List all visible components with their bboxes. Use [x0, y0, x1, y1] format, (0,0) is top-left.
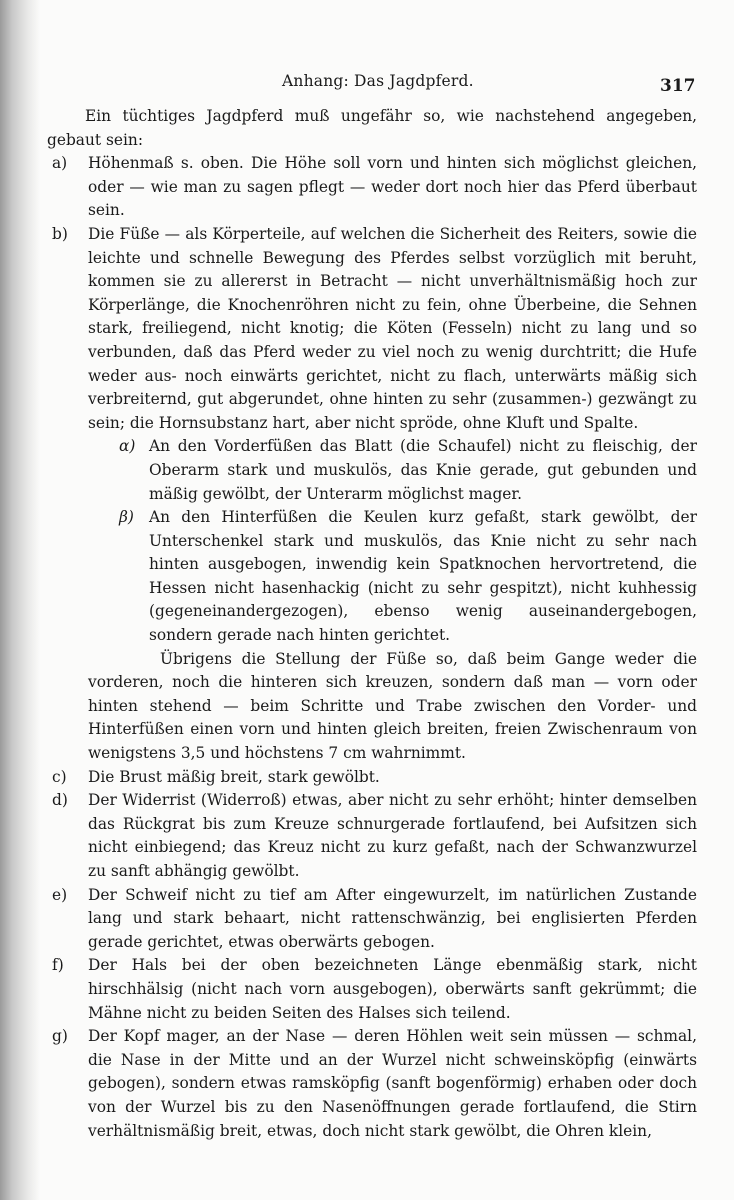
- sub-item-label: β): [119, 508, 134, 527]
- list-item-e: [52, 884, 697, 955]
- item-label: e): [52, 885, 68, 904]
- body-text: [47, 105, 697, 1143]
- running-head: [0, 72, 734, 96]
- list-item-c: [52, 766, 697, 790]
- item-label: a): [52, 154, 68, 173]
- item-text: Die Brust mäßig breit, stark gewölbt.: [88, 767, 380, 786]
- item-label: d): [52, 791, 68, 810]
- item-label: f): [52, 956, 64, 975]
- running-title: Anhang: Das Jagdpferd.: [282, 72, 474, 90]
- item-text: Der Schweif nicht zu tief am After eingewurzelt, im natürlichen Zustande lang und stark behaart, nicht rattenschwänzig, bei englisierten Pferden gerade gerichtet, etwas oberwärts gebogen.: [88, 885, 697, 951]
- item-label: c): [52, 767, 67, 786]
- sub-item-alpha: [47, 435, 697, 506]
- list-item-f: [52, 954, 697, 1025]
- page-number: 317: [660, 76, 696, 96]
- list-item-g: [52, 1025, 697, 1143]
- continuation-text: Übrigens die Stellung der Füße so, daß beim Gange weder die vorderen, noch die hinteren sich kreuzen, sondern daß man — vorn oder hinten stehend — beim Schritte und Trabe zwischen den Vorder- und Hinterfüßen einen vorn und hinten gleich breiten, freien Zwischenraum von wenigstens 3,5 und höchstens 7 cm wahrnimmt.: [88, 649, 697, 763]
- sub-item-beta: [47, 506, 697, 648]
- sub-item-text: An den Hinterfüßen die Keulen kurz gefaßt, stark gewölbt, der Unterschenkel stark und muskulös, das Knie nicht zu sehr nach hinten ausgebogen, inwendig kein Spatknochen hervortretend, die Hessen nicht hasenhackig (nicht zu sehr gespitzt), nicht kuhhessig (gegeneinandergezogen), ebenso wenig auseinandergebogen, sondern gerade nach hinten gerichtet.: [149, 508, 697, 645]
- item-text: Der Kopf mager, an der Nase — deren Höhlen weit sein müssen — schmal, die Nase in der Mitte und an der Wurzel nicht schweinsköpfig (einwärts gebogen), sondern etwas ramsköpfig (sanft bogenförmig) erhaben oder doch von der Wurzel bis zu den Nasenöffnungen gerade fortlaufend, die Stirn verhältnismäßig breit, etwas, doch nicht stark gewölbt, die Ohren klein,: [88, 1027, 697, 1140]
- item-text: Der Hals bei der oben bezeichneten Länge ebenmäßig stark, nicht hirschhälsig (nicht nach vorn ausgebogen), oberwärts sanft gekrümmt; die Mähne nicht zu beiden Seiten des Halses sich teilend.: [88, 956, 697, 1022]
- list-item-b: [52, 223, 697, 435]
- item-text: Die Füße — als Körperteile, auf welchen die Sicherheit des Reiters, sowie die leichte und schnelle Bewegung des Pferdes selbst vorzüglich mit beruht, kommen sie zu allererst in Betracht — nicht unverhältnismäßig hoch zur Körperlänge, die Knochenröhren nicht zu fein, ohne Überbeine, die Sehnen stark, freiliegend, nicht knotig; die Köten (Fesseln) nicht zu lang und so verbunden, daß das Pferd weder zu viel noch zu wenig durchtritt; die Hufe weder aus- noch einwärts gerichtet, nicht zu flach, unterwärts mäßig sich verbreiternd, gut abgerundet, ohne hinten zu sehr (zusammen-) gezwängt zu sein; die Hornsubstanz hart, aber nicht spröde, ohne Kluft und Spalte.: [88, 224, 697, 432]
- sub-item-label: α): [119, 437, 136, 456]
- item-text: Höhenmaß s. oben. Die Höhe soll vorn und hinten sich möglichst gleichen, oder — wie man zu sagen pflegt — weder dort noch hier das Pferd überbaut sein.: [88, 154, 697, 220]
- item-label: g): [52, 1027, 68, 1046]
- intro-text: Ein tüchtiges Jagdpferd muß ungefähr so, wie nachstehend angegeben, gebaut sein:: [47, 107, 697, 149]
- sub-item-text: An den Vorderfüßen das Blatt (die Schaufel) nicht zu fleischig, der Oberarm stark und muskulös, das Knie gerade, gut gebunden und mäßig gewölbt, der Unterarm möglichst mager.: [149, 437, 697, 503]
- list-item-d: [52, 789, 697, 883]
- item-label: b): [52, 224, 68, 243]
- item-text: Der Widerrist (Widerroß) etwas, aber nicht zu sehr erhöht; hinter demselben das Rückgrat bis zum Kreuze schnurgerade fortlaufend, bei Aufsitzen sich nicht einbiegend; das Kreuz nicht zu kurz gefaßt, nach der Schwanzwurzel zu sanft abhängig gewölbt.: [88, 791, 697, 880]
- item-b-continuation: [52, 648, 697, 766]
- intro-paragraph: [47, 105, 697, 152]
- list-item-a: [52, 152, 697, 223]
